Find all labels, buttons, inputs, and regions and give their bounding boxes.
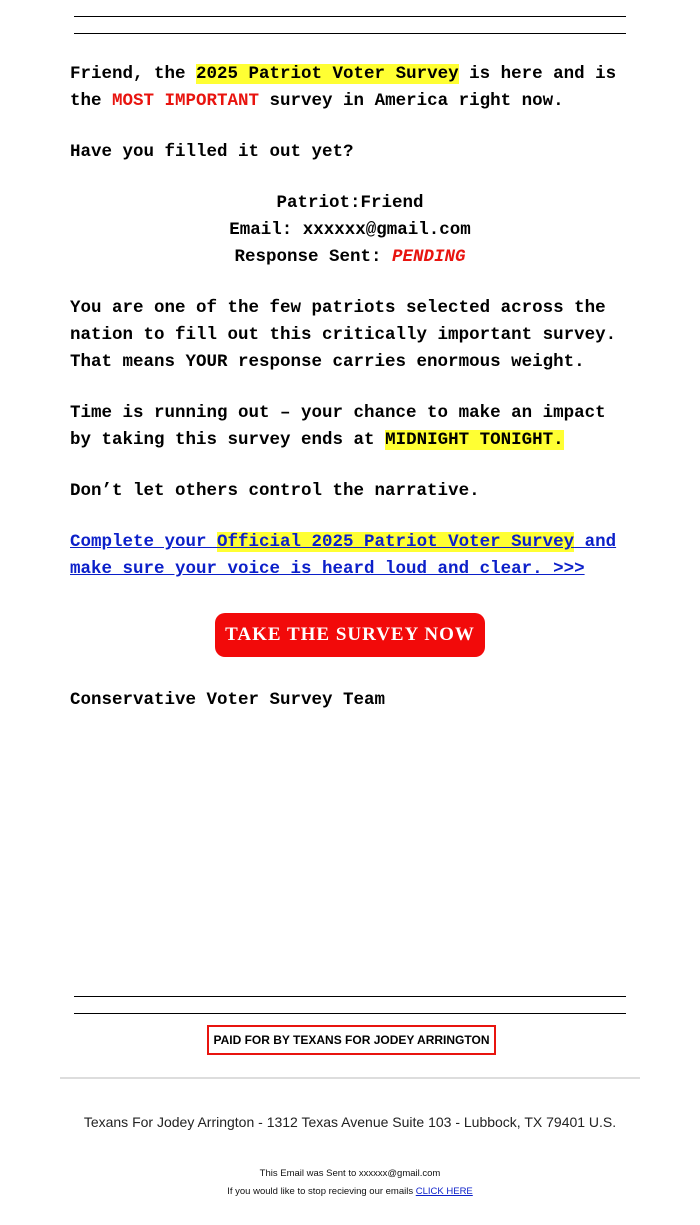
footer-address: Texans For Jodey Arrington - 1312 Texas Avenue Suite 103 - Lubbock, TX 79401 U.S.: [83, 1114, 617, 1130]
button-wrapper: [70, 613, 630, 657]
deadline-paragraph: Time is running out – your chance to make an impact by taking this survey ends at MIDNIGHT TONIGHT.: [70, 403, 606, 450]
status-email-value: xxxxxx@gmail.com: [302, 220, 471, 240]
sent-to-notice: This Email was Sent to xxxxxx@gmail.com: [259, 1168, 441, 1179]
paid-for-disclaimer: PAID FOR BY TEXANS FOR JODEY ARRINGTON: [207, 1025, 496, 1055]
intro-paragraph: Friend, the 2025 Patriot Voter Survey is here and is the MOST IMPORTANT survey in America right now.: [70, 64, 617, 111]
footer-divider-top: [74, 996, 626, 997]
selection-paragraph: You are one of the few patriots selected across the nation to fill out this critically important survey. That means YOUR response carries enormous weight.: [70, 298, 617, 372]
official-survey-highlight: Official 2025 Patriot Voter Survey: [217, 532, 575, 552]
header-divider-bottom: [74, 33, 626, 34]
status-block: [70, 190, 630, 271]
most-important-emphasis: MOST IMPORTANT: [112, 91, 260, 111]
header-divider-top: [74, 16, 626, 17]
status-pending-badge: PENDING: [392, 247, 466, 267]
email-body: [70, 61, 630, 738]
take-survey-button[interactable]: TAKE THE SURVEY NOW: [215, 613, 485, 657]
question-line: Have you filled it out yet?: [70, 142, 354, 162]
unsubscribe-link[interactable]: CLICK HERE: [415, 1186, 473, 1197]
narrative-paragraph: Don’t let others control the narrative.: [70, 481, 480, 501]
footer-divider-bottom: [74, 1013, 626, 1014]
footer-separator: [60, 1077, 640, 1079]
status-email-line: Email: xxxxxx@gmail.com: [229, 220, 471, 240]
survey-cta-paragraph: [70, 529, 630, 583]
unsubscribe-line: If you would like to stop recieving our emails CLICK HERE: [227, 1186, 473, 1197]
survey-name-highlight: 2025 Patriot Voter Survey: [196, 64, 459, 84]
signature: Conservative Voter Survey Team: [70, 690, 386, 710]
status-patriot-line: Patriot:Friend: [276, 193, 424, 213]
midnight-highlight: MIDNIGHT TONIGHT.: [385, 430, 564, 450]
survey-cta-link[interactable]: Complete your Official 2025 Patriot Voter Survey and make sure your voice is heard loud and clear. >>>: [70, 532, 617, 579]
status-response-line: Response Sent: PENDING: [234, 247, 466, 267]
